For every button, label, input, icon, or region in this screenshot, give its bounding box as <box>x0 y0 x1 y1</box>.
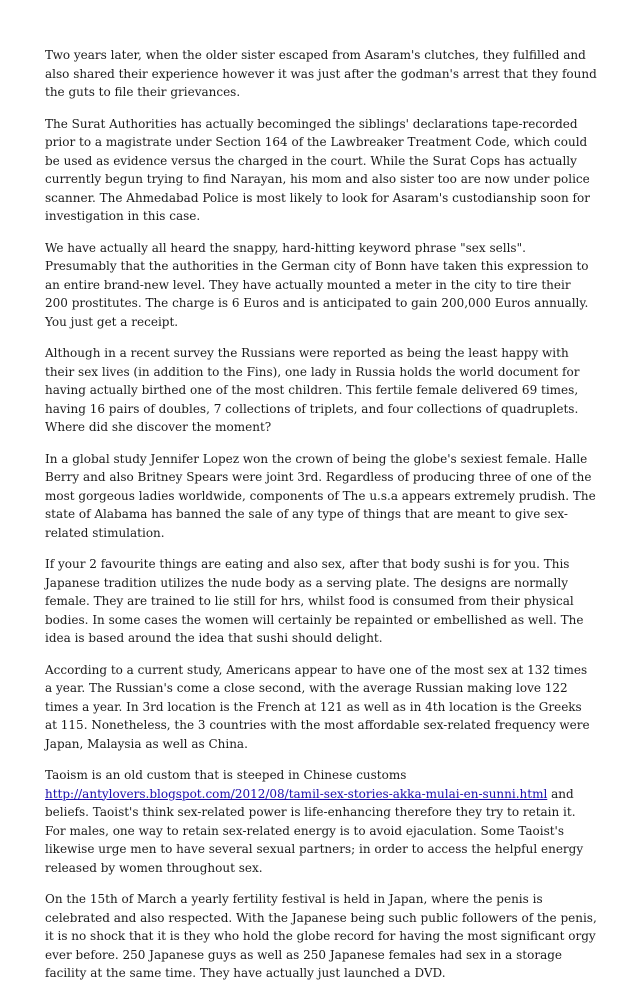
taoism-text-before: Taoism is an old custom that is steeped in Chinese customs <box>45 768 407 782</box>
paragraph-russia-record: Although in a recent survey the Russians were reported as being the least happy with their sex lives (in addition to the Fins), one lady in Russia holds the world document for having actually birthed one of the most children. This fertile female delivered 69 times, having 16 pairs of doubles, 7 collections of triplets, and four collections of quadruplets. Where did she discover the moment? <box>45 346 580 434</box>
paragraph-asaram-escape: Two years later, when the older sister escaped from Asaram's clutches, they fulfilled and also shared their experience however it was just after the godman's arrest that they found the guts to file their grievances. <box>45 48 597 99</box>
paragraph-frequency-study: According to a current study, Americans appear to have one of the most sex at 132 times a year. The Russian's come a close second, with the average Russian making love 122 times a year. In 3rd location is the French at 121 as well as in 4th location is the Greeks at 115. Nonetheless, the 3 countries with the most affordable sex-related frequency were Japan, Malaysia as well as China. <box>45 662 590 751</box>
document-body <box>45 46 597 996</box>
paragraph-body-sushi: If your 2 favourite things are eating and also sex, after that body sushi is for you. This Japanese tradition utilizes the nude body as a serving plate. The designs are normally female. They are trained to lie still for hrs, whilst food is consumed from their physical bodies. In some cases the women will certainly be repainted or embellished as well. The idea is based around the idea that sushi should delight. <box>45 557 584 645</box>
blog-link[interactable]: http://antylovers.blogspot.com/2012/08/tamil-sex-stories-akka-mulai-en-sunni.html <box>45 786 548 801</box>
paragraph-fertility-festival: On the 15th of March a yearly fertility festival is held in Japan, where the penis is celebrated and also respected. With the Japanese being such public followers of the penis, it is no shock that it is they who hold the globe record for having the most significant orgy ever before. 250 Japanese guys as well as 250 Japanese females had sex in a storage facility at the same time. They have actually just launched a DVD. <box>45 892 597 980</box>
taoism-text-after: and beliefs. Taoist's think sex-related power is life-enhancing therefore they try to retain it. For males, one way to retain sex-related energy is to avoid ejaculation. Some Taoist's likewise urge men to have several sexual partners; in order to access the helpful energy released by women throughout sex. <box>45 786 584 875</box>
paragraph-surat-authorities: The Surat Authorities has actually becominged the siblings' declarations tape-recorded prior to a magistrate under Section 164 of the Lawbreaker Treatment Code, which could be used as evidence versus the charged in the court. While the Surat Cops has actually currently begun trying to find Narayan, his mom and also sister too are now under police scanner. The Ahmedabad Police is most likely to look for Asaram's custodianship soon for investigation in this case. <box>45 116 590 223</box>
paragraph-taoism <box>45 766 597 877</box>
paragraph-global-study: In a global study Jennifer Lopez won the crown of being the globe's sexiest female. Halle Berry and also Britney Spears were joint 3rd. Regardless of producing three of one of the most gorgeous ladies worldwide, components of The u.s.a appears extremely prudish. The state of Alabama has banned the sale of any type of things that are meant to give sex-related stimulation. <box>45 451 596 540</box>
paragraph-bonn-meter: We have actually all heard the snappy, hard-hitting keyword phrase "sex sells". Presumably that the authorities in the German city of Bonn have taken this expression to an entire brand-new level. They have actually mounted a meter in the city to tire their 200 prostitutes. The charge is 6 Euros and is anticipated to gain 200,000 Euros annually. You just get a receipt. <box>45 240 589 329</box>
